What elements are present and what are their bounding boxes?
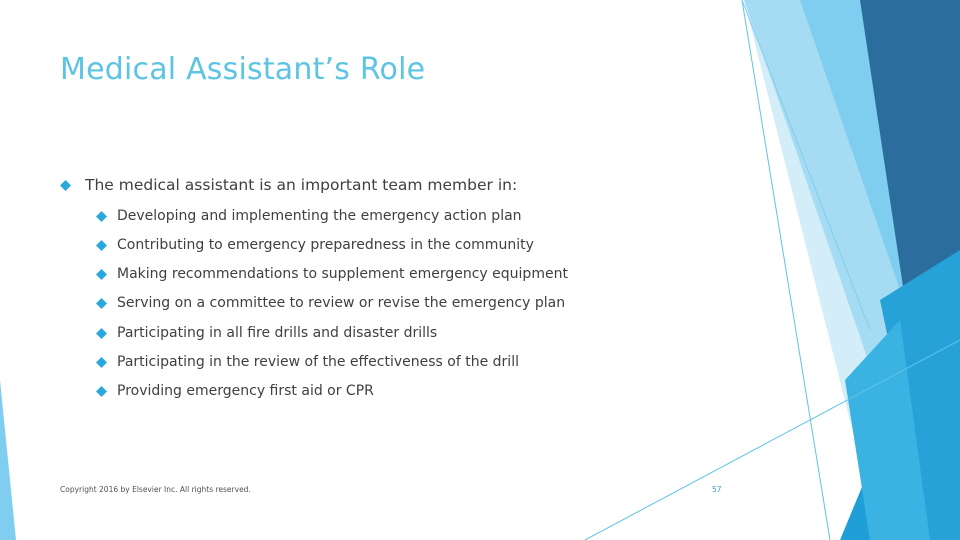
copyright-footer: Copyright 2016 by Elsevier Inc. All rights reserved. [60,485,251,494]
diamond-bullet-icon [96,328,107,339]
sub-bullet-text: Developing and implementing the emergency action plan [117,208,522,224]
slide-title: Medical Assistant’s Role [60,52,426,87]
sub-bullet [96,208,522,224]
sub-bullet [96,237,534,253]
diamond-bullet-icon [96,269,107,280]
diamond-bullet-icon [96,298,107,309]
sub-bullet-text: Contributing to emergency preparedness in the community [117,237,534,253]
left-edge-accent [0,380,16,540]
sub-bullet [96,383,374,399]
sub-bullet-text: Participating in all fire drills and disaster drills [117,325,438,341]
diamond-bullet-icon [96,386,107,397]
page-number: 57 [712,485,722,494]
sub-bullet-text: Providing emergency first aid or CPR [117,383,374,399]
sub-bullet [96,295,565,311]
sub-bullet-text: Making recommendations to supplement emergency equipment [117,266,568,282]
main-bullet-text: The medical assistant is an important team member in: [85,176,518,194]
sub-bullet-text: Serving on a committee to review or revise the emergency plan [117,295,566,311]
sub-bullet [96,266,568,282]
diamond-bullet-icon [96,240,107,251]
diamond-bullet-icon [96,211,107,222]
diamond-bullet-icon [96,357,107,368]
diamond-bullet-icon [60,180,71,191]
sub-bullet [96,325,437,341]
main-bullet [60,176,517,194]
sub-bullet-text: Participating in the review of the effectiveness of the drill [117,354,519,370]
sub-bullet [96,354,519,370]
